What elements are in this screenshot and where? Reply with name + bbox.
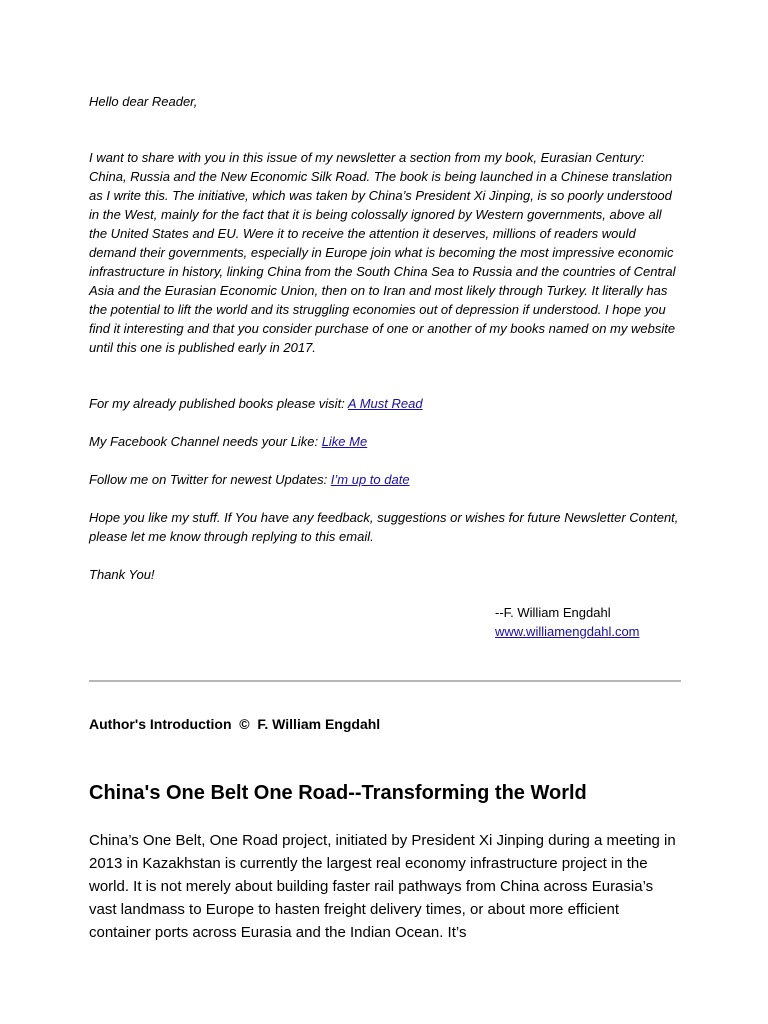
greeting: Hello dear Reader,	[89, 94, 198, 109]
feedback-paragraph: Hope you like my stuff. If You have any feedback, suggestions or wishes for future Newsletter Content, please let me know through replying to this email.	[89, 510, 679, 544]
intro-text-start: I want to share with you in this issue of my newsletter a section from my book,	[89, 150, 541, 165]
thanks-line: Thank You!	[89, 567, 155, 582]
up-to-date-link[interactable]: I’m up to date	[330, 472, 410, 487]
facebook-text: My Facebook Channel needs your Like:	[89, 434, 322, 449]
book-title: Eurasian Century: China, Russia and the New Economic Silk Road	[89, 150, 645, 184]
intro-paragraph	[89, 148, 681, 357]
books-text: For my already published books please visit:	[89, 396, 348, 411]
facebook-line	[89, 432, 367, 451]
twitter-text: Follow me on Twitter for newest Updates:	[89, 472, 331, 487]
section-divider	[89, 680, 681, 682]
website-link[interactable]: www.williamengdahl.com	[495, 624, 640, 639]
article-body: China’s One Belt, One Road project, initiated by President Xi Jinping during a meeting in 2013 in Kazakhstan is currently the largest real economy infrastructure project in the world. It is not merely about building faster rail pathways from China across Eurasia’s vast landmass to Europe to hasten freight delivery times, or about more efficient container ports across Eurasia and the Indian Ocean. It’s	[89, 832, 676, 941]
books-line	[89, 394, 423, 413]
signature-name: --F. William Engdahl	[495, 605, 611, 620]
author-line: Author's Introduction © F. William Engdahl	[89, 716, 381, 732]
twitter-line	[89, 470, 410, 489]
article-title: China's One Belt One Road--Transforming the World	[89, 782, 587, 804]
must-read-link[interactable]: A Must Read	[347, 396, 423, 411]
signature-block	[495, 603, 640, 641]
intro-text-end: . The book is being launched in a Chinese translation as I write this. The initiative, which was taken by China’s President Xi Jinping, is so poorly understood in the West, mainly for the fact that it is being colossally ignored by Western governments, above all the United States and EU. Were it to receive the attention it deserves, millions of readers would demand their governments, especially in Europe join what is becoming the most impressive economic infrastructure in history, linking China from the South China Sea to Russia and the countries of Central Asia and the Eurasian Economic Union, then on to Iran and most likely through Turkey. It literally has the potential to lift the world and its struggling economies out of depression if understood. I hope you find it interesting and that you consider purchase of one or another of my books named on my website until this one is published early in 2017.	[89, 169, 676, 355]
like-me-link[interactable]: Like Me	[321, 434, 368, 449]
